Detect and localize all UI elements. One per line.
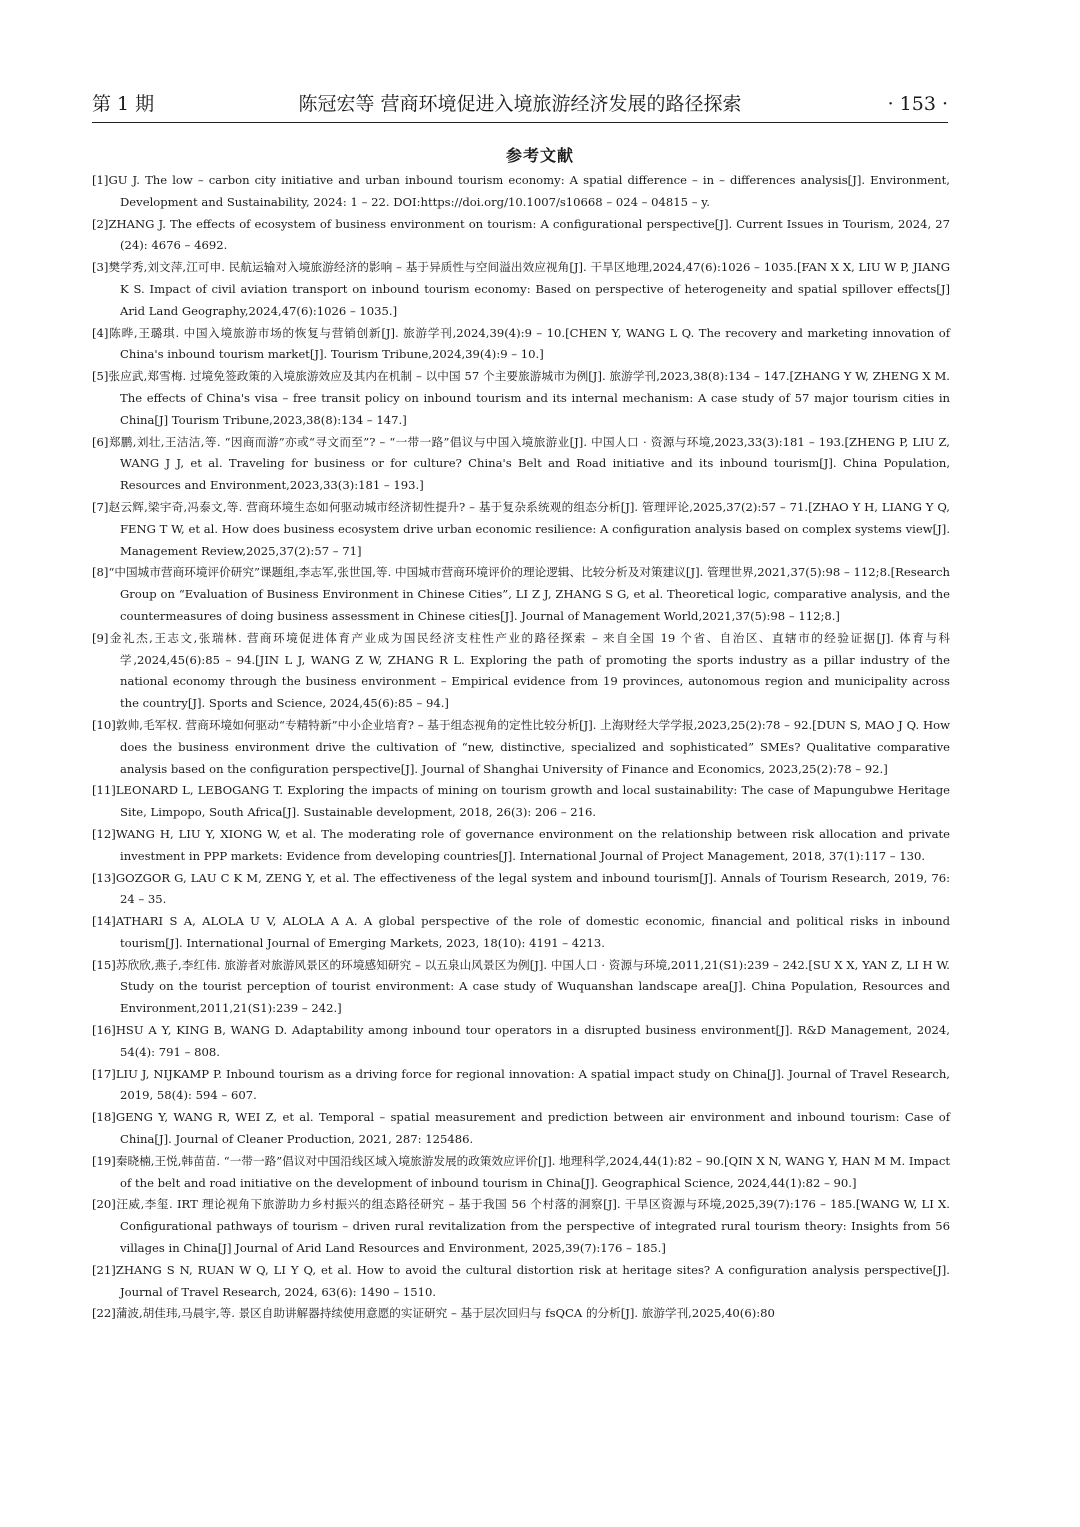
reference-number: [22] [92,1306,116,1321]
reference-number: [19] [92,1153,116,1168]
reference-item [92,497,950,562]
reference-item [92,323,950,367]
reference-number: [2] [92,216,109,231]
reference-number: [16] [92,1023,116,1038]
reference-item [92,911,950,955]
reference-number: [18] [92,1110,116,1125]
reference-number: [11] [92,783,116,798]
reference-item [92,1303,950,1325]
reference-list [92,170,950,1325]
reference-text: 樊学秀,刘文萍,江可申. 民航运输对入境旅游经济的影响 – 基于异质性与空间溢出效应视角[J]. 干旱区地理,2024,47(6):1026 – 1035.[FAN X X, LIU W P, JIANG K S. Impact of civil aviation transport on inbound tourism economy: Based on perspective of heterogeneity and spatial spillover effects[J] Arid Land Geography,2024,47(6):1026 – 1035.] [108,260,950,318]
reference-number: [4] [92,325,109,340]
page-number: · 153 · [887,93,948,115]
header-rule [92,122,948,123]
reference-number: [5] [92,369,109,384]
reference-item [92,562,950,627]
reference-text: LEONARD L, LEBOGANG T. Exploring the impacts of mining on tourism growth and local sustainability: The case of Mapungubwe Heritage Site, Limpopo, South Africa[J]. Sustainable development, 2018, 26(3): 206 – 216. [115,783,950,820]
reference-item [92,1020,950,1064]
reference-number: [15] [92,957,116,972]
reference-text: ZHANG S N, RUAN W Q, LI Y Q, et al. How to avoid the cultural distortion risk at heritage sites? A configuration analysis perspective[J]. Journal of Travel Research, 2024, 63(6): 1490 – 1510. [115,1262,950,1299]
reference-item [92,780,950,824]
issue-label: 第 1 期 [92,93,155,115]
reference-number: [17] [92,1066,116,1081]
reference-text: ATHARI S A, ALOLA U V, ALOLA A A. A global perspective of the role of domestic economic, financial and political risks in inbound tourism[J]. International Journal of Emerging Markets, 2023, 18(10): 4191 – 4213. [115,914,950,950]
reference-item [92,170,950,214]
reference-number: [13] [92,870,116,885]
reference-item [92,628,950,715]
reference-item [92,1151,950,1195]
running-title: 陈冠宏等 营商环境促进入境旅游经济发展的路径探索 [298,93,742,115]
reference-text: LIU J, NIJKAMP P. Inbound tourism as a driving force for regional innovation: A spatial impact study on China[J]. Journal of Travel Research, 2019, 58(4): 594 – 607. [115,1066,950,1103]
reference-number: [7] [92,499,109,514]
reference-text: 郑鹏,刘壮,王洁洁,等. “因商而游”亦或“寻文而至”? – “一带一路”倡议与中国入境旅游业[J]. 中国人口 · 资源与环境,2023,33(3):181 – 193.[ZHENG P, LIU Z, WANG J J, et al. Traveling for business or for culture? China's Belt and Road initiative and its inbound tourism[J]. China Population, Resources and Environment,2023,33(3):181 – 193.] [108,434,950,493]
reference-text: 敦帅,毛军权. 营商环境如何驱动“专精特新”中小企业培育? – 基于组态视角的定性比较分析[J]. 上海财经大学学报,2023,25(2):78 – 92.[DUN S, MAO J Q. How does the business environment drive the cultivation of “new, distinctive, specialized and sophisticated” SMEs? Qualitative comparative analysis based on the configuration perspective[J]. Journal of Shanghai University of Finance and Economics, 2023,25(2):78 – 92.] [115,717,950,776]
reference-item [92,1194,950,1259]
reference-number: [14] [92,914,116,929]
reference-item [92,955,950,1020]
reference-text: GU J. The low – carbon city initiative and urban inbound tourism economy: A spatial difference – in – differences analysis[J]. Environment, Development and Sustainability, 2024: 1 – 22. DOI:https://doi.org/10.1007/s10668 – 024 – 04815 – y. [108,173,950,209]
reference-text: GOZGOR G, LAU C K M, ZENG Y, et al. The effectiveness of the legal system and inbound tourism[J]. Annals of Tourism Research, 2019, 76: 24 – 35. [115,870,950,907]
reference-item [92,432,950,497]
reference-item [92,366,950,431]
running-header [92,92,948,122]
reference-text: 金礼杰,王志文,张瑞林. 营商环境促进体育产业成为国民经济支柱性产业的路径探索 – 来自全国 19 个省、自治区、直辖市的经验证据[J]. 体育与科学,2024,45(6):85 – 94.[JIN L J, WANG Z W, ZHANG R L. Exploring the path of promoting the sports industry as a pillar industry of the national economy through the business environment – Empirical evidence from 19 provinces, autonomous region and municipality across the country[J]. Sports and Science, 2024,45(6):85 – 94.] [108,630,950,711]
reference-number: [3] [92,260,109,275]
reference-number: [9] [92,630,109,645]
reference-number: [10] [92,717,116,732]
reference-text: HSU A Y, KING B, WANG D. Adaptability among inbound tour operators in a disrupted business environment[J]. R&D Management, 2024, 54(4): 791 – 808. [115,1023,950,1059]
reference-item [92,1064,950,1108]
reference-item [92,1260,950,1304]
reference-number: [20] [92,1197,116,1212]
reference-item [92,1107,950,1151]
reference-number: [8] [92,565,109,580]
reference-text: 汪威,李玺. IRT 理论视角下旅游助力乡村振兴的组态路径研究 – 基于我国 56 个村落的洞察[J]. 干旱区资源与环境,2025,39(7):176 – 185.[WANG W, LI X. Configurational pathways of tourism – driven rural revitalization from the perspective of integrated rural tourism theory: Insights from 56 villages in China[J] Journal of Arid Land Resources and Environment, 2025,39(7):176 – 185.] [115,1197,950,1256]
reference-item [92,715,950,780]
reference-text: 苏欣欣,燕子,李红伟. 旅游者对旅游风景区的环境感知研究 – 以五泉山风景区为例[J]. 中国人口 · 资源与环境,2011,21(S1):239 – 242.[SU X X, YAN Z, LI H W. Study on the tourist perception of tourist environment: A case study of Wuquanshan landscape area[J]. China Population, Resources and Environment,2011,21(S1):239 – 242.] [115,957,950,1016]
reference-number: [12] [92,826,116,841]
reference-item [92,868,950,912]
reference-text: GENG Y, WANG R, WEI Z, et al. Temporal – spatial measurement and prediction between air environment and inbound tourism: Case of China[J]. Journal of Cleaner Production, 2021, 287: 125486. [115,1110,950,1147]
references-heading: 参考文献 [505,146,574,165]
reference-item [92,824,950,868]
reference-text: 陈晔,王璐琪. 中国入境旅游市场的恢复与营销创新[J]. 旅游学刊,2024,39(4):9 – 10.[CHEN Y, WANG L Q. The recovery and marketing innovation of China's inbound tourism market[J]. Tourism Tribune,2024,39(4):9 – 10.] [108,325,950,362]
reference-number: [1] [92,173,109,187]
reference-item [92,257,950,322]
reference-number: [21] [92,1262,116,1277]
reference-text: 蒲波,胡佳玮,马晨宇,等. 景区自助讲解器持续使用意愿的实证研究 – 基于层次回归与 fsQCA 的分析[J]. 旅游学刊,2025,40(6):80 [115,1306,775,1321]
reference-text: “中国城市营商环境评价研究”课题组,李志军,张世国,等. 中国城市营商环境评价的理论逻辑、比较分析及对策建议[J]. 管理世界,2021,37(5):98 – 112;8.[Research Group on “Evaluation of Business Environment in Chinese Cities”, LI Z J, ZHANG S G, et al. Theoretical logic, comparative analysis, and the countermeasures of doing business assessment in Chinese cities[J]. Journal of Management World,2021,37(5):98 – 112;8.] [108,565,950,623]
reference-text: WANG H, LIU Y, XIONG W, et al. The moderating role of governance environment on the relationship between risk allocation and private investment in PPP markets: Evidence from developing countries[J]. International Journal of Project Management, 2018, 37(1):117 – 130. [115,826,950,863]
reference-text: 秦晓楠,王悦,韩苗苗. “一带一路”倡议对中国沿线区域入境旅游发展的政策效应评价[J]. 地理科学,2024,44(1):82 – 90.[QIN X N, WANG Y, HAN M M. Impact of the belt and road initiative on the development of inbound tourism in China[J]. Geographical Science, 2024,44(1):82 – 90.] [115,1153,950,1190]
reference-text: 张应武,郑雪梅. 过境免签政策的入境旅游效应及其内在机制 – 以中国 57 个主要旅游城市为例[J]. 旅游学刊,2023,38(8):134 – 147.[ZHANG Y W, ZHENG X M. The effects of China's visa – free transit policy on inbound tourism and its internal mechanism: A case study of 57 major tourism cities in China[J] Tourism Tribune,2023,38(8):134 – 147.] [108,369,950,427]
reference-text: ZHANG J. The effects of ecosystem of business environment on tourism: A configurational perspective[J]. Current Issues in Tourism, 2024, 27 (24): 4676 – 4692. [108,216,950,253]
reference-item [92,214,950,258]
reference-number: [6] [92,434,109,449]
reference-text: 赵云辉,梁宇奇,冯泰文,等. 营商环境生态如何驱动城市经济韧性提升? – 基于复杂系统观的组态分析[J]. 管理评论,2025,37(2):57 – 71.[ZHAO Y H, LIANG Y Q, FENG T W, et al. How does business ecosystem drive urban economic resilience: A configuration analysis based on complex systems view[J]. Management Review,2025,37(2):57 – 71] [108,499,950,558]
